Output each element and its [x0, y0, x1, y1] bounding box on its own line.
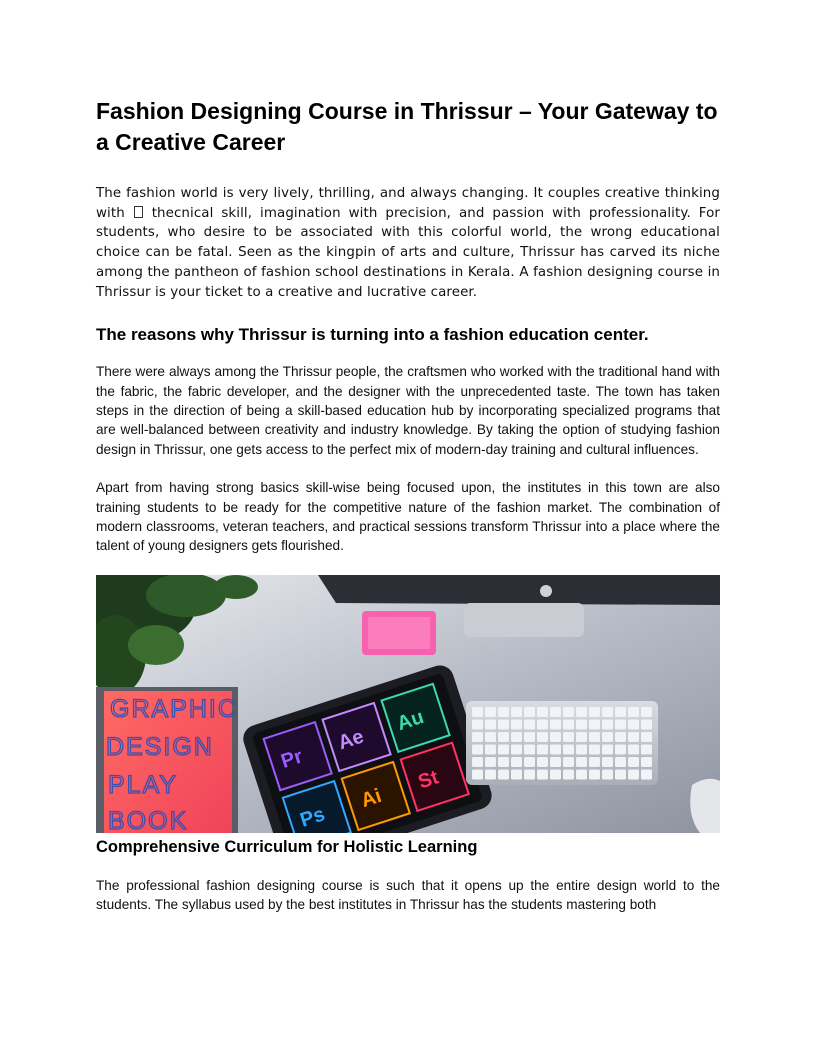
keyboard-key — [602, 719, 613, 729]
keyboard-key — [550, 769, 561, 779]
keyboard-key — [589, 769, 600, 779]
keyboard-key — [498, 719, 509, 729]
book-title-line: DESIGN — [106, 732, 214, 761]
apple-logo-icon — [540, 585, 552, 597]
keyboard-key — [641, 769, 652, 779]
keyboard-key — [563, 732, 574, 742]
book-title-line: PLAY — [108, 770, 179, 799]
keyboard-key — [550, 707, 561, 717]
keyboard-key — [537, 744, 548, 754]
section-heading-curriculum: Comprehensive Curriculum for Holistic Learning — [96, 837, 478, 856]
keyboard-key — [537, 757, 548, 767]
keyboard-key — [563, 707, 574, 717]
keyboard-key — [524, 769, 535, 779]
keyboard-key — [589, 719, 600, 729]
keyboard-key — [615, 732, 626, 742]
keyboard-key — [615, 769, 626, 779]
keyboard-key — [602, 707, 613, 717]
keyboard-key — [485, 757, 496, 767]
missing-glyph-icon — [134, 206, 143, 218]
keyboard-key — [485, 744, 496, 754]
keyboard-key — [602, 732, 613, 742]
monitor — [318, 575, 720, 605]
keyboard-key — [615, 757, 626, 767]
intro-paragraph — [96, 184, 720, 302]
keyboard-key — [602, 744, 613, 754]
keyboard-key — [524, 732, 535, 742]
keyboard-key — [602, 757, 613, 767]
keyboard-key — [472, 719, 483, 729]
keyboard-key — [537, 769, 548, 779]
keyboard-key — [511, 719, 522, 729]
keyboard-key — [537, 707, 548, 717]
keyboard-key — [563, 719, 574, 729]
keyboard-key — [511, 732, 522, 742]
keyboard-key — [589, 757, 600, 767]
keyboard-key — [485, 707, 496, 717]
keyboard-key — [589, 732, 600, 742]
app-icon-label: St — [415, 766, 442, 794]
curriculum-paragraph: The professional fashion designing course is such that it opens up the entire design world to the students. The syllabus used by the best institutes in Thrissur has the students mastering both — [96, 877, 720, 913]
section-paragraph-2: Apart from having strong basics skill-wise being focused upon, the institutes in this town are also training students to be ready for the competitive nature of the fashion market. The combination of modern classrooms, veteran teachers, and practical sessions transform Thrissur into a place where the talent of young designers gets flourished. — [96, 480, 720, 554]
keyboard-key — [576, 719, 587, 729]
keyboard-key — [472, 732, 483, 742]
app-icon-label: Ai — [358, 784, 385, 812]
keyboard-key — [563, 769, 574, 779]
keyboard-key — [537, 732, 548, 742]
keyboard-key — [563, 757, 574, 767]
monitor-stand — [464, 603, 584, 637]
keyboard-key — [498, 757, 509, 767]
keyboard-key — [615, 744, 626, 754]
keyboard-key — [472, 744, 483, 754]
keyboard-key — [628, 707, 639, 717]
keyboard-key — [485, 719, 496, 729]
document-page — [96, 96, 720, 934]
keyboard-key — [628, 744, 639, 754]
keyboard-key — [498, 732, 509, 742]
keyboard-key — [641, 757, 652, 767]
keyboard-key — [641, 744, 652, 754]
app-icon-label: Ps — [297, 803, 328, 832]
keyboard-key — [550, 732, 561, 742]
keyboard-key — [615, 719, 626, 729]
app-icon-label: Ae — [335, 725, 367, 755]
keyboard-key — [511, 707, 522, 717]
section-heading-thrissur: The reasons why Thrissur is turning into a fashion education center. — [96, 325, 649, 345]
keyboard-key — [576, 732, 587, 742]
keyboard-key — [485, 732, 496, 742]
app-icon-label: Au — [394, 705, 427, 736]
book-title-line: BOOK — [108, 806, 189, 833]
keyboard-key — [628, 732, 639, 742]
keyboard-key — [615, 707, 626, 717]
keyboard-key — [641, 732, 652, 742]
keyboard-key — [641, 707, 652, 717]
keyboard-key — [524, 707, 535, 717]
design-desk-photo — [96, 575, 720, 833]
keyboard-key — [641, 719, 652, 729]
keyboard-key — [602, 769, 613, 779]
keyboard-key — [472, 757, 483, 767]
keyboard-key — [563, 744, 574, 754]
keyboard-key — [628, 719, 639, 729]
keyboard-key — [511, 769, 522, 779]
intro-text-start: The fashion world is very lively, thrilling, and always changing. It couples creative thinking with — [96, 186, 720, 221]
keyboard-key — [485, 769, 496, 779]
keyboard-key — [576, 744, 587, 754]
keyboard-key — [576, 707, 587, 717]
keyboard-key — [550, 757, 561, 767]
keyboard-key — [576, 769, 587, 779]
keyboard-key — [589, 707, 600, 717]
page-title: Fashion Designing Course in Thrissur – Your Gateway to a Creative Career — [96, 98, 718, 155]
keyboard-key — [524, 757, 535, 767]
keyboard-key — [589, 744, 600, 754]
keyboard-key — [524, 744, 535, 754]
book-title-line: GRAPHIC — [110, 694, 238, 723]
keyboard-key — [511, 757, 522, 767]
keyboard-key — [550, 744, 561, 754]
keyboard-key — [498, 707, 509, 717]
section-paragraph-1: There were always among the Thrissur people, the craftsmen who worked with the traditional hand with the fabric, the fabric developer, and the designer with the unprecedented taste. The town has taken steps in the direction of being a skill-based education hub by incorporating specialized programs that are well-balanced between creativity and industry knowledge. By taking the option of studying fashion design in Thrissur, one gets access to the perfect mix of modern-day training and cultural influences. — [96, 364, 720, 457]
keyboard-key — [524, 719, 535, 729]
keyboard-key — [550, 719, 561, 729]
app-icon-label: Pr — [278, 745, 306, 773]
intro-text-end: thecnical skill, imagination with precision, and passion with professionality. For students, who desire to be associated with this colorful world, the wrong educational choice can be fatal. Seen as the kingpin of arts and culture, Thrissur has carved its niche among the pantheon of fashion school destinations in Kerala. A fashion designing course in Thrissur is your ticket to a creative and lucrative career. — [96, 205, 720, 300]
keyboard-key — [628, 769, 639, 779]
keyboard-key — [472, 707, 483, 717]
keyboard-key — [576, 757, 587, 767]
keyboard-key — [498, 744, 509, 754]
keyboard-key — [537, 719, 548, 729]
keyboard-key — [628, 757, 639, 767]
keyboard-key — [498, 769, 509, 779]
keyboard-key — [472, 769, 483, 779]
keyboard-key — [511, 744, 522, 754]
